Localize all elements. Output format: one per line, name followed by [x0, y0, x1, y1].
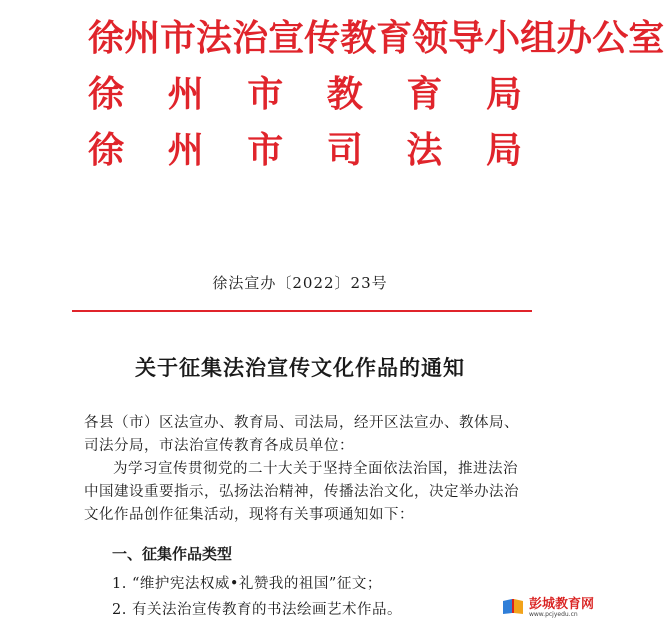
issuer-2-char: 市 — [247, 73, 284, 115]
site-watermark — [501, 597, 594, 619]
issuer-3-char: 州 — [167, 129, 204, 171]
issuer-line-3 — [88, 128, 522, 184]
issuer-1-char: 法 — [196, 17, 233, 59]
issuer-2-char: 育 — [406, 73, 443, 115]
issuer-1-char: 室 — [628, 17, 664, 59]
issuer-3-char: 法 — [406, 129, 443, 171]
issuer-2-char: 州 — [167, 73, 204, 115]
issuer-1-char: 组 — [520, 17, 557, 59]
issuer-1-char: 州 — [124, 17, 161, 59]
issuer-1-char: 徐 — [88, 17, 125, 59]
issuer-1-char: 导 — [448, 17, 485, 59]
red-divider-line — [72, 310, 532, 312]
watermark-name: 彭城教育网 — [528, 597, 594, 612]
issuer-3-char: 司 — [326, 129, 363, 171]
issuer-2-char: 教 — [326, 73, 363, 115]
issuer-1-char: 治 — [232, 17, 269, 59]
issuer-3-char: 徐 — [88, 129, 125, 171]
intro-paragraph: 为学习宣传贯彻党的二十大关于坚持全面依法治国，推进法治中国建设重要指示，弘扬法治精神，传播法治文化，决定举办法治文化作品创作征集活动，现将有关事项通知如下： — [84, 461, 519, 523]
issuer-1-char: 市 — [160, 17, 197, 59]
issuer-1-char: 领 — [412, 17, 449, 59]
issuer-1-char: 教 — [340, 17, 377, 59]
issuer-3-char: 市 — [247, 129, 284, 171]
issuer-1-char: 宣 — [268, 17, 305, 59]
list-item: 2. 有关法治宣传教育的书法绘画艺术作品。 — [112, 602, 402, 618]
notice-title: 关于征集法治宣传文化作品的通知 — [135, 356, 465, 380]
issuer-1-char: 公 — [592, 17, 629, 59]
issuer-1-char: 小 — [484, 17, 521, 59]
issuer-2-char: 徐 — [88, 73, 125, 115]
addressee-paragraph: 各县（市）区法宣办、教育局、司法局，经开区法宣办、教体局、司法分局，市法治宣传教育各成员单位： — [84, 415, 519, 454]
issuer-3-char: 局 — [485, 129, 522, 171]
issuer-1-char: 办 — [556, 17, 593, 59]
issuer-2-char: 局 — [485, 73, 522, 115]
book-logo-icon — [501, 597, 525, 619]
issuer-line-1 — [88, 16, 664, 72]
section-heading: 一、征集作品类型 — [112, 545, 233, 563]
issuer-block — [88, 16, 664, 184]
issuer-1-char: 育 — [376, 17, 413, 59]
list-item: 1. “维护宪法权威•礼赞我的祖国”征文； — [112, 576, 382, 592]
watermark-url: www.pcjyedu.cn — [528, 611, 578, 618]
issuer-line-2 — [88, 72, 522, 128]
document-number: 徐法宣办〔2022〕23号 — [212, 274, 388, 292]
watermark-text — [529, 598, 594, 618]
issuer-1-char: 传 — [304, 17, 341, 59]
notice-body — [84, 412, 524, 527]
